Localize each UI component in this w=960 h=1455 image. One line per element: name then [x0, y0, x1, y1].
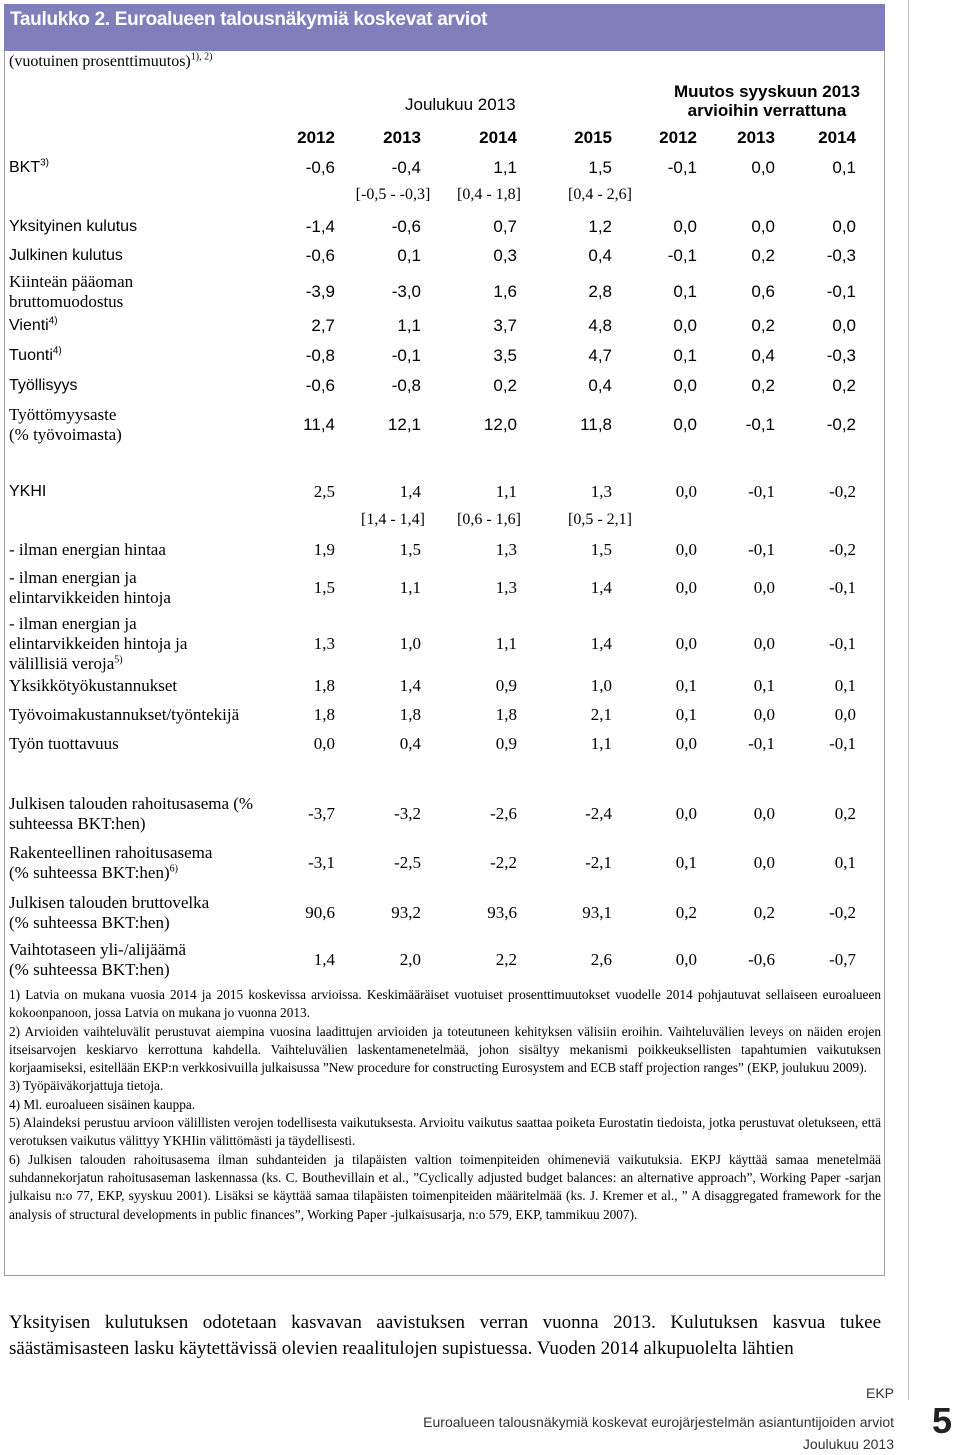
value-cell: -2,6: [490, 804, 517, 823]
value-cell: -0,3: [826, 246, 856, 265]
value-cell: -2,2: [490, 853, 517, 872]
value-cell: -0,1: [748, 482, 775, 501]
footnote-ref: 6): [169, 863, 178, 875]
footnote-ref: 4): [52, 345, 62, 357]
value-cell: -0,1: [667, 246, 697, 265]
row-label-line: [9, 893, 209, 913]
row-label: [9, 376, 77, 396]
header-change-vs-september: [662, 82, 872, 120]
value-cell: 11,4: [303, 415, 335, 434]
projection-range: [0,6 - 1,6]: [457, 511, 521, 528]
value-cell: 2,0: [399, 950, 421, 969]
value-cell: -0,1: [826, 282, 856, 301]
value-cell: 4,8: [588, 316, 612, 335]
row-label-line: [9, 960, 186, 980]
table-subtitle: [9, 53, 212, 71]
row-label: [9, 734, 119, 754]
row-label-text: (% suhteessa BKT:hen): [9, 913, 170, 932]
value-cell: 2,5: [313, 482, 335, 501]
value-cell: 1,1: [397, 316, 421, 335]
value-cell: -0,2: [829, 903, 856, 922]
row-label-line: [9, 482, 46, 502]
value-cell: 2,6: [590, 950, 612, 969]
value-cell: 0,9: [495, 734, 517, 753]
value-cell: 93,6: [487, 903, 517, 922]
value-cell: 1,3: [495, 540, 517, 559]
value-cell: -0,1: [829, 634, 856, 653]
row-label-text: Vienti: [9, 317, 49, 334]
value-cell: 1,8: [313, 705, 335, 724]
header-change-line1: Muutos syyskuun 2013: [673, 82, 861, 101]
row-label-line: [9, 705, 239, 725]
value-cell: 0,2: [753, 903, 775, 922]
row-label: [9, 482, 46, 502]
row-label: [9, 272, 133, 312]
projection-range: [0,4 - 1,8]: [457, 186, 521, 203]
value-cell: -2,4: [585, 804, 612, 823]
value-cell: 0,0: [675, 734, 697, 753]
value-cell: -0,6: [305, 376, 335, 395]
value-cell: -0,8: [391, 376, 421, 395]
value-cell: 0,2: [834, 804, 856, 823]
row-label-text: (% työvoimasta): [9, 425, 122, 444]
row-label-line: [9, 292, 133, 312]
value-cell: 2,2: [495, 950, 517, 969]
value-cell: 2,7: [311, 316, 335, 335]
value-cell: 1,9: [313, 540, 335, 559]
value-cell: 2,8: [588, 282, 612, 301]
row-label: [9, 405, 122, 445]
value-cell: 1,1: [495, 482, 517, 501]
value-cell: 1,2: [588, 217, 612, 236]
value-cell: -0,8: [305, 346, 335, 365]
value-cell: 1,8: [399, 705, 421, 724]
row-label-line: [9, 634, 187, 654]
value-cell: 90,6: [305, 903, 335, 922]
row-label-line: [9, 217, 137, 237]
row-label-text: Julkisen talouden rahoitusasema (%: [9, 794, 254, 813]
value-cell: 1,3: [495, 578, 517, 597]
row-label: [9, 893, 209, 933]
page-number: 5: [932, 1400, 953, 1441]
value-cell: 0,0: [753, 705, 775, 724]
value-cell: 1,4: [590, 634, 612, 653]
value-cell: 3,5: [493, 346, 517, 365]
value-cell: -0,6: [391, 217, 421, 236]
value-cell: 0,2: [751, 246, 775, 265]
row-label: [9, 217, 137, 237]
value-cell: 1,4: [399, 676, 421, 695]
row-label: [9, 540, 166, 560]
value-cell: -1,4: [305, 217, 335, 236]
row-label-line: [9, 940, 186, 960]
value-cell: 0,1: [673, 346, 697, 365]
row-label: [9, 940, 186, 980]
row-label-text: Vaihtotaseen yli-/alijäämä: [9, 940, 187, 959]
value-cell: 0,0: [751, 158, 775, 177]
value-cell: 1,5: [588, 158, 612, 177]
value-cell: 1,0: [590, 676, 612, 695]
projection-range: [0,4 - 2,6]: [568, 186, 632, 203]
row-label-line: [9, 346, 62, 366]
value-cell: -0,6: [305, 158, 335, 177]
year-header: 2014: [818, 128, 856, 147]
value-cell: 12,1: [387, 415, 421, 434]
body-paragraph: Yksityisen kulutuksen odotetaan kasvavan aavistuksen verran vuonna 2013. Kulutuksen kasvua tukee säästämisasteen lasku käytettävissä olevien reaalitulojen supistuessa. Vuoden 2014 alkupuolelta lähtien: [9, 1312, 881, 1359]
row-label-text: Työvoimakustannukset/työntekijä: [9, 705, 240, 724]
value-cell: 0,0: [751, 217, 775, 236]
row-label-line: [9, 540, 166, 560]
row-label: [9, 316, 58, 336]
value-cell: 1,4: [399, 482, 421, 501]
value-cell: 93,1: [582, 903, 612, 922]
value-cell: 0,2: [675, 903, 697, 922]
row-label-text: - ilman energian hintaa: [9, 540, 166, 559]
value-cell: 4,7: [588, 346, 612, 365]
row-label-text: Työn tuottavuus: [9, 734, 119, 753]
footnotes: [9, 986, 881, 1224]
value-cell: 0,1: [675, 705, 697, 724]
row-label-line: [9, 863, 212, 883]
value-cell: 0,0: [832, 316, 856, 335]
value-cell: 0,2: [751, 376, 775, 395]
value-cell: -0,2: [826, 415, 856, 434]
value-cell: 1,5: [313, 578, 335, 597]
row-label-text: elintarvikkeiden hintoja: [9, 588, 171, 607]
value-cell: -0,1: [829, 578, 856, 597]
value-cell: 1,1: [493, 158, 517, 177]
row-label-line: [9, 814, 253, 834]
subtitle-text: (vuotuinen prosenttimuutos): [9, 53, 191, 70]
value-cell: -0,1: [667, 158, 697, 177]
value-cell: 93,2: [391, 903, 421, 922]
value-cell: 1,1: [399, 578, 421, 597]
value-cell: -0,3: [826, 346, 856, 365]
row-label-line: [9, 568, 171, 588]
value-cell: 0,1: [673, 282, 697, 301]
value-cell: 2,1: [590, 705, 612, 724]
header-december-2013: Joulukuu 2013: [405, 95, 516, 114]
row-label-line: [9, 654, 187, 674]
value-cell: -0,1: [829, 734, 856, 753]
value-cell: -0,1: [391, 346, 421, 365]
row-label-line: [9, 588, 171, 608]
projection-range: [-0,5 - -0,3]: [355, 186, 431, 203]
row-label-line: [9, 158, 49, 178]
value-cell: 0,0: [753, 804, 775, 823]
value-cell: -0,4: [391, 158, 421, 177]
value-cell: 0,0: [675, 634, 697, 653]
row-label: [9, 676, 177, 696]
value-cell: 0,2: [751, 316, 775, 335]
row-label-text: - ilman energian ja: [9, 614, 137, 633]
value-cell: 0,0: [753, 578, 775, 597]
value-cell: -0,2: [829, 540, 856, 559]
footer-publication: Euroalueen talousnäkymiä koskevat eurojärjestelmän asiantuntijoiden arviot: [423, 1414, 894, 1430]
value-cell: 11,8: [580, 415, 612, 434]
value-cell: 1,0: [399, 634, 421, 653]
row-label-text: suhteessa BKT:hen): [9, 814, 146, 833]
row-label-text: Julkisen talouden bruttovelka: [9, 893, 210, 912]
value-cell: 0,9: [495, 676, 517, 695]
footnote-ref: 4): [48, 315, 58, 327]
value-cell: 1,6: [493, 282, 517, 301]
value-cell: -3,1: [308, 853, 335, 872]
row-label-text: YKHI: [9, 483, 47, 500]
footer-org: EKP: [865, 1385, 894, 1401]
row-label: [9, 794, 253, 834]
value-cell: 0,2: [493, 376, 517, 395]
footnote-ref: 5): [114, 654, 123, 666]
value-cell: 0,0: [832, 217, 856, 236]
value-cell: 1,4: [313, 950, 335, 969]
row-label-line: [9, 425, 122, 445]
value-cell: 0,0: [313, 734, 335, 753]
page-margin-rule: [908, 0, 909, 1400]
row-label: [9, 843, 212, 883]
row-label-line: [9, 246, 123, 266]
value-cell: -3,0: [391, 282, 421, 301]
row-label-text: (% suhteessa BKT:hen): [9, 960, 170, 979]
row-label-text: Tuonti: [9, 347, 53, 364]
value-cell: 0,2: [832, 376, 856, 395]
row-label-text: Yksikkötyökustannukset: [9, 676, 178, 695]
row-label: [9, 705, 239, 725]
row-label-text: Julkinen kulutus: [9, 247, 123, 264]
row-label-text: Työllisyys: [9, 377, 78, 394]
row-label-line: [9, 843, 212, 863]
footnote: 2) Arvioiden vaihteluvälit perustuvat aiempina vuosina laadittujen arvioiden ja toteutuneen kehityksen välisiin eroihin. Vaihteluvälien leveys on näiden erojen itseisarvojen keskiarvo kerrottuna kahdella. Vaihteluvälien laskentamenetelmää, johon sisältyy mekanismi poikkeuksellisten tapahtumien vaikutuksen korjaamiseksi, esitellään EKP:n verkkosivuilla julkaisussa ”New procedure for constructing Eurosystem and ECB staff projection ranges” (EKP, joulukuu 2009).: [9, 1023, 881, 1076]
value-cell: 1,3: [313, 634, 335, 653]
value-cell: -2,5: [394, 853, 421, 872]
value-cell: -0,2: [829, 482, 856, 501]
row-label-line: [9, 913, 209, 933]
value-cell: 0,1: [834, 853, 856, 872]
value-cell: 0,6: [751, 282, 775, 301]
footnote: 6) Julkisen talouden rahoitusasema ilman suhdanteiden ja tilapäisten valtion toimenpiteiden ohimeneviä vaikutuksia. EKPJ käyttää samaa menetelmää suhdannekorjatun rahoitusaseman laskennassa (ks. C. Bouthevillain et al., ”Cyclically adjusted budget balances: an alternative approach”, Working Paper -sarjan julkaisu n:o 77, EKP, syyskuu 2001). Lisäksi se käyttää samaa tilapäisten toimenpiteiden määritelmää (ks. J. Kremer et al., ” A disaggregated framework for the analysis of structural developments in public finances”, Working Paper -julkaisusarja, n:o 579, EKP, tammikuu 2007).: [9, 1151, 881, 1222]
footnote-ref: 3): [40, 157, 50, 169]
row-label-line: [9, 405, 122, 425]
header-change-line2: arvioihin verrattuna: [687, 101, 847, 120]
value-cell: 0,1: [832, 158, 856, 177]
table-title-bar: [4, 4, 885, 51]
value-cell: 1,1: [495, 634, 517, 653]
value-cell: 0,0: [675, 578, 697, 597]
footnote: 1) Latvia on mukana vuosia 2014 ja 2015 koskevissa arvioissa. Keskimääräiset vuotuiset prosenttimuutokset vuodelle 2014 pohjautuvat sellaiseen euroalueen kokoonpanoon, jossa Latvia on mukana jo vuonna 2013.: [9, 987, 881, 1021]
value-cell: 1,3: [590, 482, 612, 501]
value-cell: 1,8: [313, 676, 335, 695]
row-label: [9, 614, 187, 674]
row-label-text: Työttömyysaste: [9, 405, 117, 424]
value-cell: 1,8: [495, 705, 517, 724]
year-header: 2014: [479, 128, 517, 147]
projection-range: [0,5 - 2,1]: [568, 511, 632, 528]
value-cell: 0,0: [673, 376, 697, 395]
value-cell: 0,0: [675, 950, 697, 969]
projection-range: [1,4 - 1,4]: [361, 511, 425, 528]
value-cell: 0,0: [753, 634, 775, 653]
value-cell: 12,0: [483, 415, 517, 434]
value-cell: -2,1: [585, 853, 612, 872]
year-header: 2013: [383, 128, 421, 147]
value-cell: -0,1: [748, 540, 775, 559]
value-cell: 0,4: [751, 346, 775, 365]
value-cell: 0,0: [673, 415, 697, 434]
value-cell: 0,0: [753, 853, 775, 872]
row-label-line: [9, 316, 58, 336]
footnote: 5) Alaindeksi perustuu arvioon välillisten verojen todellisesta vaikutuksesta. Arvioitu vaikutus saattaa poiketa Eurostatin tiedoista, jotka perustuvat oletukseen, että verotuksen vaikutus välittyy YKHIin välittömästi ja täydellisesti.: [9, 1115, 881, 1149]
value-cell: -0,1: [748, 734, 775, 753]
row-label-line: [9, 794, 253, 814]
year-header: 2012: [659, 128, 697, 147]
value-cell: 1,1: [590, 734, 612, 753]
value-cell: 0,1: [675, 676, 697, 695]
value-cell: 0,4: [588, 246, 612, 265]
year-header: 2013: [737, 128, 775, 147]
row-label: [9, 346, 62, 366]
row-label-text: Rakenteellinen rahoitusasema: [9, 843, 213, 862]
row-label-line: [9, 376, 77, 396]
row-label-text: välillisiä veroja: [9, 654, 115, 673]
row-label: [9, 568, 171, 608]
value-cell: 0,0: [675, 804, 697, 823]
footnote: 3) Työpäiväkorjattuja tietoja.: [9, 1078, 164, 1094]
value-cell: 0,1: [834, 676, 856, 695]
footnote: 4) Ml. euroalueen sisäinen kauppa.: [9, 1096, 196, 1112]
row-label-text: bruttomuodostus: [9, 292, 124, 311]
value-cell: -0,1: [745, 415, 775, 434]
value-cell: 1,5: [399, 540, 421, 559]
value-cell: 0,0: [675, 540, 697, 559]
row-label-line: [9, 734, 119, 754]
row-label-text: Yksityinen kulutus: [9, 218, 138, 235]
value-cell: -0,7: [829, 950, 856, 969]
row-label-text: Kiinteän pääoman: [9, 272, 134, 291]
row-label-line: [9, 614, 187, 634]
row-label-line: [9, 272, 133, 292]
value-cell: 1,5: [590, 540, 612, 559]
row-label-text: - ilman energian ja: [9, 568, 137, 587]
value-cell: 0,4: [588, 376, 612, 395]
value-cell: -0,6: [748, 950, 775, 969]
value-cell: 0,0: [675, 482, 697, 501]
value-cell: 0,0: [673, 217, 697, 236]
subtitle-footnote-ref: 1), 2): [190, 51, 213, 63]
row-label-text: BKT: [9, 159, 41, 176]
row-label-text: elintarvikkeiden hintoja ja: [9, 634, 188, 653]
value-cell: 0,1: [675, 853, 697, 872]
value-cell: 0,1: [753, 676, 775, 695]
value-cell: 0,3: [493, 246, 517, 265]
value-cell: -3,2: [394, 804, 421, 823]
value-cell: 1,4: [590, 578, 612, 597]
value-cell: 0,1: [397, 246, 421, 265]
row-label: [9, 246, 123, 266]
value-cell: 0,7: [493, 217, 517, 236]
table-title: Taulukko 2. Euroalueen talousnäkymiä koskevat arviot: [10, 9, 488, 30]
year-header: 2012: [297, 128, 335, 147]
year-header: 2015: [574, 128, 612, 147]
value-cell: 0,4: [399, 734, 421, 753]
value-cell: -0,6: [305, 246, 335, 265]
value-cell: -3,7: [308, 804, 335, 823]
row-label: [9, 158, 49, 178]
value-cell: 0,0: [673, 316, 697, 335]
value-cell: -3,9: [305, 282, 335, 301]
value-cell: 3,7: [493, 316, 517, 335]
footer-date: Joulukuu 2013: [802, 1436, 894, 1452]
row-label-line: [9, 676, 177, 696]
value-cell: 0,0: [834, 705, 856, 724]
row-label-text: (% suhteessa BKT:hen): [9, 863, 170, 882]
